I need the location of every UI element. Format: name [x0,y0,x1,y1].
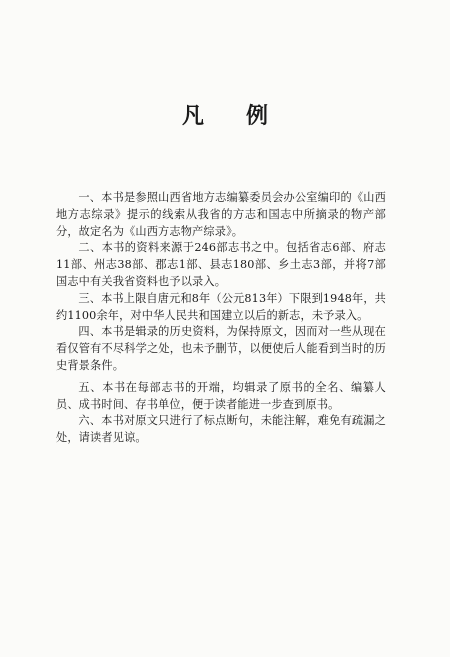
title-char-2: 例 [246,103,269,129]
paragraph-2: 二、本书的资料来源于246部志书之中。包括省志6部、府志11部、州志38部、郡志1部、县志180部、乡土志3部，并将7部国志中有关我省资料也予以录入。 [56,241,386,288]
paragraph-5: 五、本书在每部志书的开端，均辑录了原书的全名、编纂人员、成书时间、存书单位，便于读者能进一步查到原书。 [56,380,386,411]
page-title [0,101,450,131]
document-body [56,190,386,447]
title-char-1: 凡 [181,103,204,129]
paragraph-6: 六、本书对原文只进行了标点断句，未能注解，难免有疏漏之处，请读者见谅。 [56,414,386,445]
paragraph-4: 四、本书是辑录的历史资料，为保持原文，因而对一些从现在看仅管有不尽科学之处，也未予删节，以便使后人能看到当时的历史背景条件。 [56,325,386,372]
paragraph-3: 三、本书上限自唐元和8年（公元813年）下限到1948年，共约1100余年，对中华人民共和国建立以后的新志，未予录入。 [56,291,386,322]
paragraph-1: 一、本书是参照山西省地方志编纂委员会办公室编印的《山西地方志综录》提示的线索从我省的方志和国志中所摘录的物产部分，故定名为《山西方志物产综录》。 [56,191,386,238]
